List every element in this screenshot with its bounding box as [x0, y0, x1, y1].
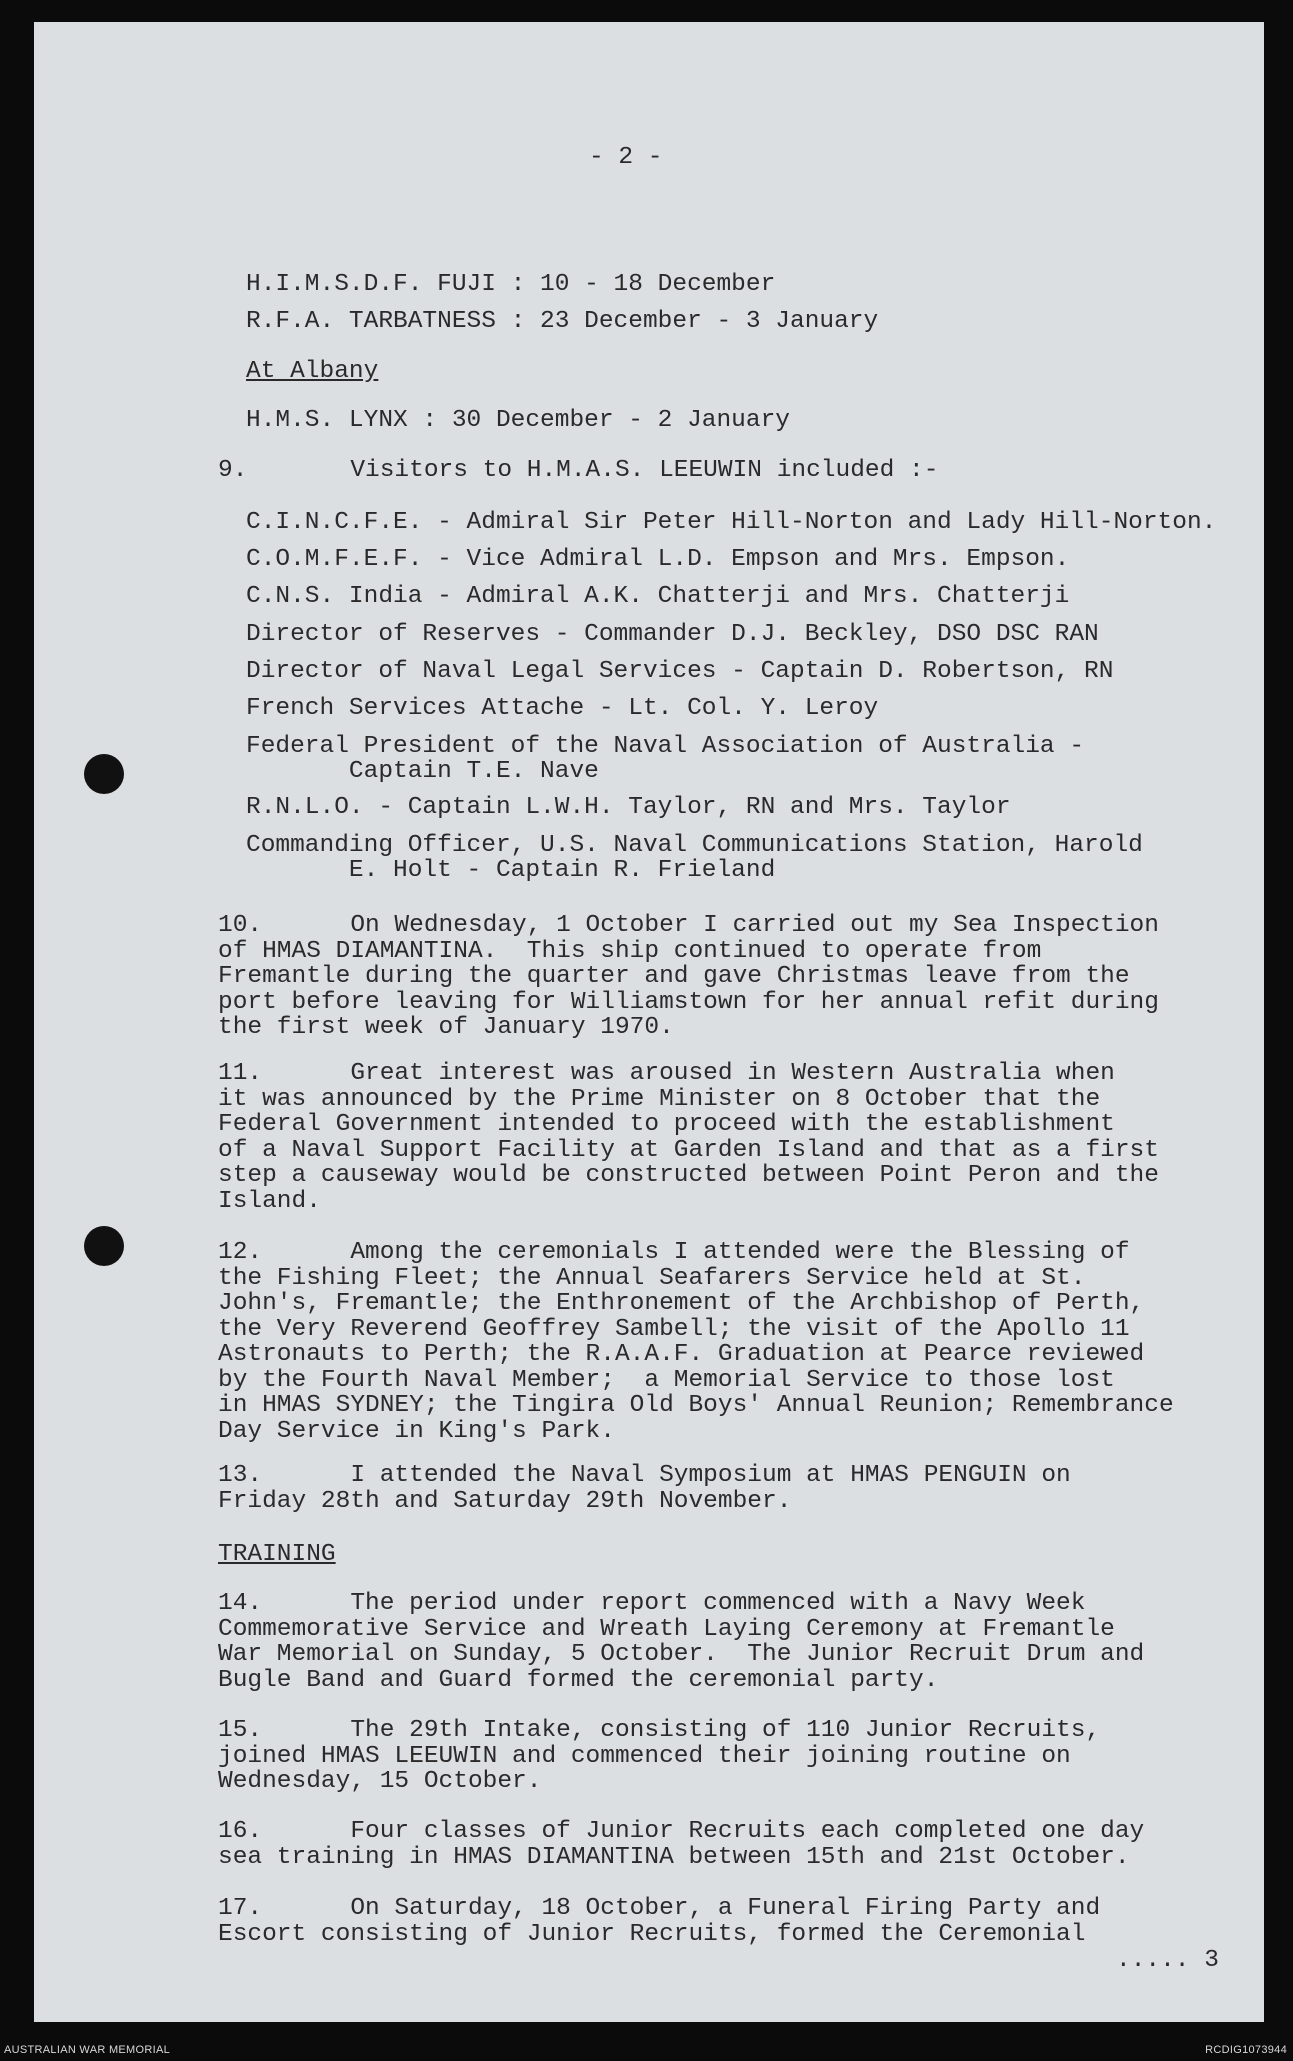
visitor-line: French Services Attache - Lt. Col. Y. Leroy: [246, 695, 879, 722]
document-page: [34, 22, 1264, 2022]
paragraph-12: 12. Among the ceremonials I attended were the Blessing of the Fishing Fleet; the Annual Seafarers Service held at St. John's, Fremantle; the Enthronement of the Archbishop of Perth, the Very Reverend Geoffrey Sambell; the visit of the Apollo 11 Astronauts to Perth; the R.A.A.F. Graduation at Pearce reviewed by the Fourth Naval Member; a Memorial Service to those lost in HMAS SYDNEY; the Tingira Old Boys' Annual Reunion; Remembrance Day Service in King's Park.: [218, 1239, 1174, 1445]
continuation-marker: ..... 3: [1116, 1947, 1219, 1974]
visitor-line: Federal President of the Naval Association of Australia - Captain T.E. Nave: [246, 733, 1085, 785]
visitor-line: C.O.M.F.E.F. - Vice Admiral L.D. Empson and Mrs. Empson.: [246, 546, 1070, 573]
paragraph-11: 11. Great interest was aroused in Western Australia when it was announced by the Prime Minister on 8 October that the Federal Government intended to proceed with the establishment of a Naval Support Facility at Garden Island and that as a first step a causeway would be constructed between Point Peron and the Island.: [218, 1060, 1159, 1215]
paragraph-17: 17. On Saturday, 18 October, a Funeral Firing Party and Escort consisting of Junior Recruits, formed the Ceremonial: [218, 1895, 1101, 1948]
paragraph-16: 16. Four classes of Junior Recruits each completed one day sea training in HMAS DIAMANTINA between 15th and 21st October.: [218, 1818, 1145, 1871]
training-heading: TRAINING: [218, 1541, 336, 1568]
albany-heading: At Albany: [246, 358, 379, 385]
visitor-line: Director of Naval Legal Services - Captain D. Robertson, RN: [246, 658, 1114, 685]
page-number: - 2 -: [589, 144, 663, 171]
footer-source: AUSTRALIAN WAR MEMORIAL: [4, 2044, 171, 2056]
visitor-line: C.I.N.C.F.E. - Admiral Sir Peter Hill-Norton and Lady Hill-Norton.: [246, 509, 1217, 536]
ship-line-lynx: H.M.S. LYNX : 30 December - 2 January: [246, 407, 790, 434]
visitor-line: R.N.L.O. - Captain L.W.H. Taylor, RN and Mrs. Taylor: [246, 794, 1011, 821]
punch-hole: [84, 754, 124, 794]
visitor-line: C.N.S. India - Admiral A.K. Chatterji and Mrs. Chatterji: [246, 583, 1070, 610]
paragraph-14: 14. The period under report commenced with a Navy Week Commemorative Service and Wreath Laying Ceremony at Fremantle War Memorial on Sunday, 5 October. The Junior Recruit Drum and Bugle Band and Guard formed the ceremonial party.: [218, 1590, 1145, 1694]
paragraph-15: 15. The 29th Intake, consisting of 110 Junior Recruits, joined HMAS LEEUWIN and commenced their joining routine on Wednesday, 15 October.: [218, 1717, 1101, 1795]
visitor-line: Commanding Officer, U.S. Naval Communications Station, Harold E. Holt - Captain R. Frieland: [246, 832, 1143, 884]
punch-hole: [84, 1226, 124, 1266]
ship-line-tarbatness: R.F.A. TARBATNESS : 23 December - 3 January: [246, 308, 879, 335]
ship-line-fuji: H.I.M.S.D.F. FUJI : 10 - 18 December: [246, 271, 776, 298]
paragraph-10: 10. On Wednesday, 1 October I carried out my Sea Inspection of HMAS DIAMANTINA. This ship continued to operate from Fremantle during the quarter and gave Christmas leave from the port before leaving for Williamstown for her annual refit during the first week of January 1970.: [218, 912, 1159, 1041]
paragraph-13: 13. I attended the Naval Symposium at HMAS PENGUIN on Friday 28th and Saturday 29th November.: [218, 1462, 1071, 1515]
footer-id: RCDIG1073944: [1205, 2044, 1287, 2056]
visitor-line: Director of Reserves - Commander D.J. Beckley, DSO DSC RAN: [246, 621, 1099, 648]
para9-heading: 9. Visitors to H.M.A.S. LEEUWIN included :-: [218, 457, 939, 484]
